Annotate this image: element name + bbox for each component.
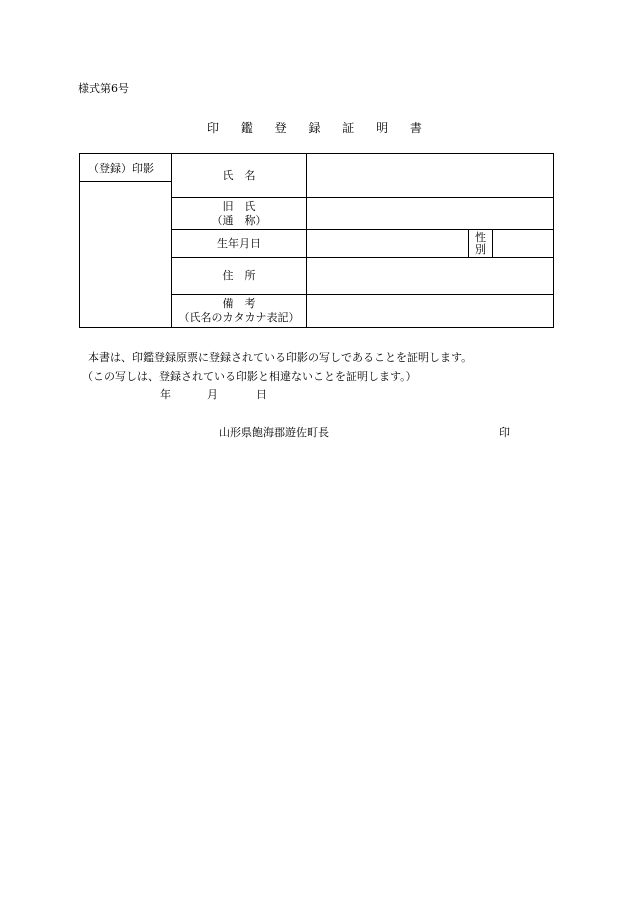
remarks-label xyxy=(172,295,307,328)
sex-value xyxy=(493,230,554,258)
former-name-label-line2: （通 称） xyxy=(211,213,267,227)
seal-impression-label: （登録）印影 xyxy=(80,154,171,182)
address-value xyxy=(307,258,554,295)
name-value xyxy=(307,154,554,198)
former-name-value xyxy=(307,198,554,230)
certificate-table xyxy=(79,153,554,328)
statement-line-1: 本書は、印鑑登録原票に登録されている印影の写しであることを証明します。 xyxy=(88,351,473,364)
name-label: 氏 名 xyxy=(172,154,307,198)
sex-label xyxy=(469,230,493,258)
seal-impression-cell xyxy=(80,154,172,328)
form-number: 様式第6号 xyxy=(78,82,129,95)
former-name-label xyxy=(172,198,307,230)
birthdate-label: 生年月日 xyxy=(172,230,307,258)
birthdate-value xyxy=(307,230,469,258)
address-label: 住 所 xyxy=(172,258,307,295)
former-name-label-line1: 旧 氏 xyxy=(222,199,256,213)
document-title: 印 鑑 登 録 証 明 書 xyxy=(207,121,431,135)
issuer-name: 山形県飽海郡遊佐町長 xyxy=(219,426,329,439)
remarks-value xyxy=(307,295,554,328)
date-year: 年 xyxy=(160,388,171,401)
remarks-label-line2: （氏名のカタカナ表記） xyxy=(178,311,300,324)
statement-line-2: （この写しは、登録されている印影と相違ないことを証明します。） xyxy=(82,370,417,383)
sex-label-line1: 性 xyxy=(475,230,486,244)
date-day: 日 xyxy=(256,388,267,401)
sex-label-line2: 別 xyxy=(475,242,486,256)
certification-statement xyxy=(82,348,473,386)
remarks-label-line1: 備 考 xyxy=(222,297,256,310)
date-month: 月 xyxy=(207,388,218,401)
seal-mark: 印 xyxy=(499,426,510,439)
